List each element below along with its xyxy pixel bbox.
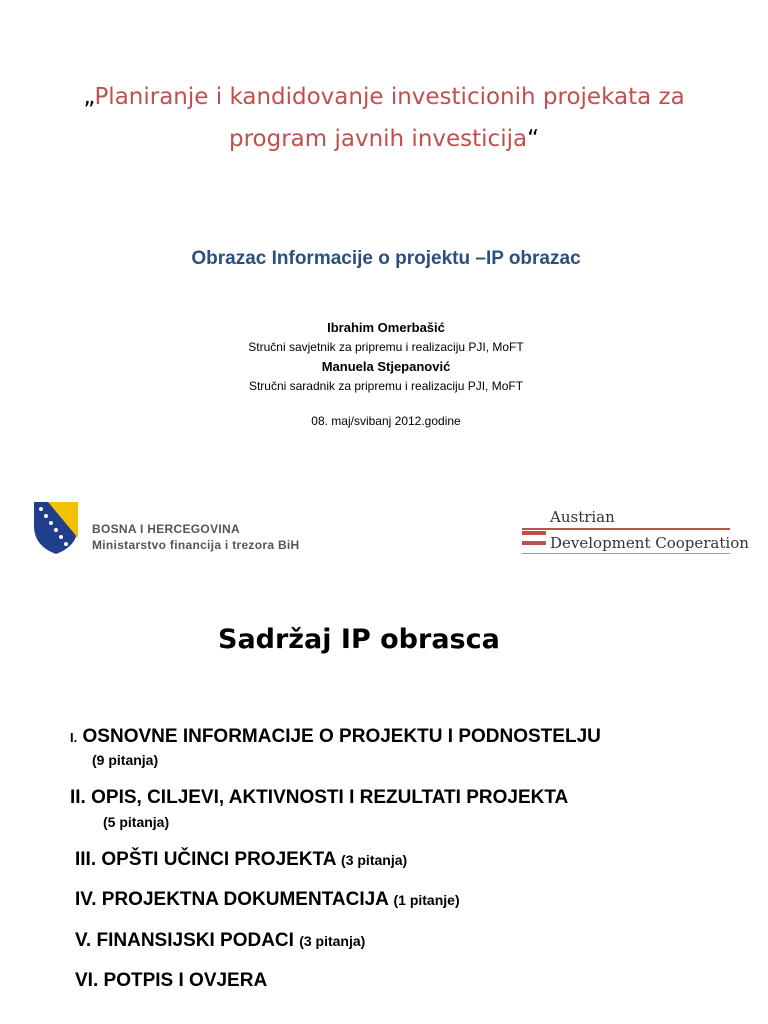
item-label: OPŠTI UČINCI PROJEKTA [101, 849, 336, 870]
author-role: Stručni saradnik za pripremu i realizaciju PJI, MoFT [248, 378, 524, 393]
contents-item [75, 849, 407, 871]
date: 08. maj/svibanj 2012.godine [311, 414, 461, 428]
title-close-quote: “ [527, 126, 539, 152]
item-count: (3 pitanja) [299, 933, 366, 949]
item-number: IV. [75, 889, 97, 910]
ada-logo-underline [522, 553, 730, 554]
title-text-1: Planiranje i kandidovanje investicionih projekata za [94, 84, 685, 110]
title-line-1 [0, 76, 768, 118]
authors-block [0, 318, 768, 396]
title-line-2 [0, 118, 768, 160]
item-number: VI. [75, 970, 99, 991]
ada-flag-stripe-bottom [522, 541, 546, 545]
contents-item [75, 970, 267, 992]
title-open-quote: „ [83, 84, 95, 110]
item-label: PROJEKTNA DOKUMENTACIJA [101, 889, 389, 910]
author-name: Manuela Stjepanović [321, 359, 451, 374]
ada-logo-rule [522, 528, 730, 530]
item-number: I. [70, 730, 78, 745]
contents-item [70, 787, 568, 809]
ada-logo-line-1: Austrian [550, 508, 615, 526]
item-number: V. [75, 930, 92, 951]
item-label: POTPIS I OVJERA [103, 970, 268, 991]
item-count: (3 pitanja) [341, 852, 408, 868]
ada-flag-stripe-top [522, 531, 546, 535]
author-name: Ibrahim Omerbašić [327, 320, 445, 335]
item-label: FINANSIJSKI PODACI [96, 930, 294, 951]
bih-logo-text [92, 521, 300, 553]
subtitle: Obrazac Informacije o projektu –IP obrazac [191, 248, 581, 269]
title-text-2: program javnih investicija [228, 126, 528, 152]
item-count: (9 pitanja) [92, 752, 159, 768]
contents-item [75, 889, 460, 911]
author-role: Stručni savjetnik za pripremu i realizaciju PJI, MoFT [248, 339, 524, 354]
bih-logo-line-2: Ministarstvo financija i trezora BiH [92, 538, 300, 552]
contents-item [75, 930, 365, 952]
ada-logo-line-2: Development Cooperation [550, 534, 749, 552]
item-number: III. [75, 849, 97, 870]
contents-heading: Sadržaj IP obrasca [218, 624, 500, 655]
contents-item [70, 726, 601, 748]
bih-coat-of-arms-icon [32, 500, 80, 556]
item-label: OSNOVNE INFORMACIJE O PROJEKTU I PODNOSTELJU [82, 726, 601, 747]
item-label: OPIS, CILJEVI, AKTIVNOSTI I REZULTATI PROJEKTA [91, 787, 569, 808]
document-title [0, 76, 768, 160]
item-number: II. [70, 787, 86, 808]
item-count: (5 pitanja) [103, 814, 170, 830]
item-count: (1 pitanje) [393, 892, 460, 908]
bih-logo-line-1: BOSNA I HERCEGOVINA [92, 522, 240, 536]
